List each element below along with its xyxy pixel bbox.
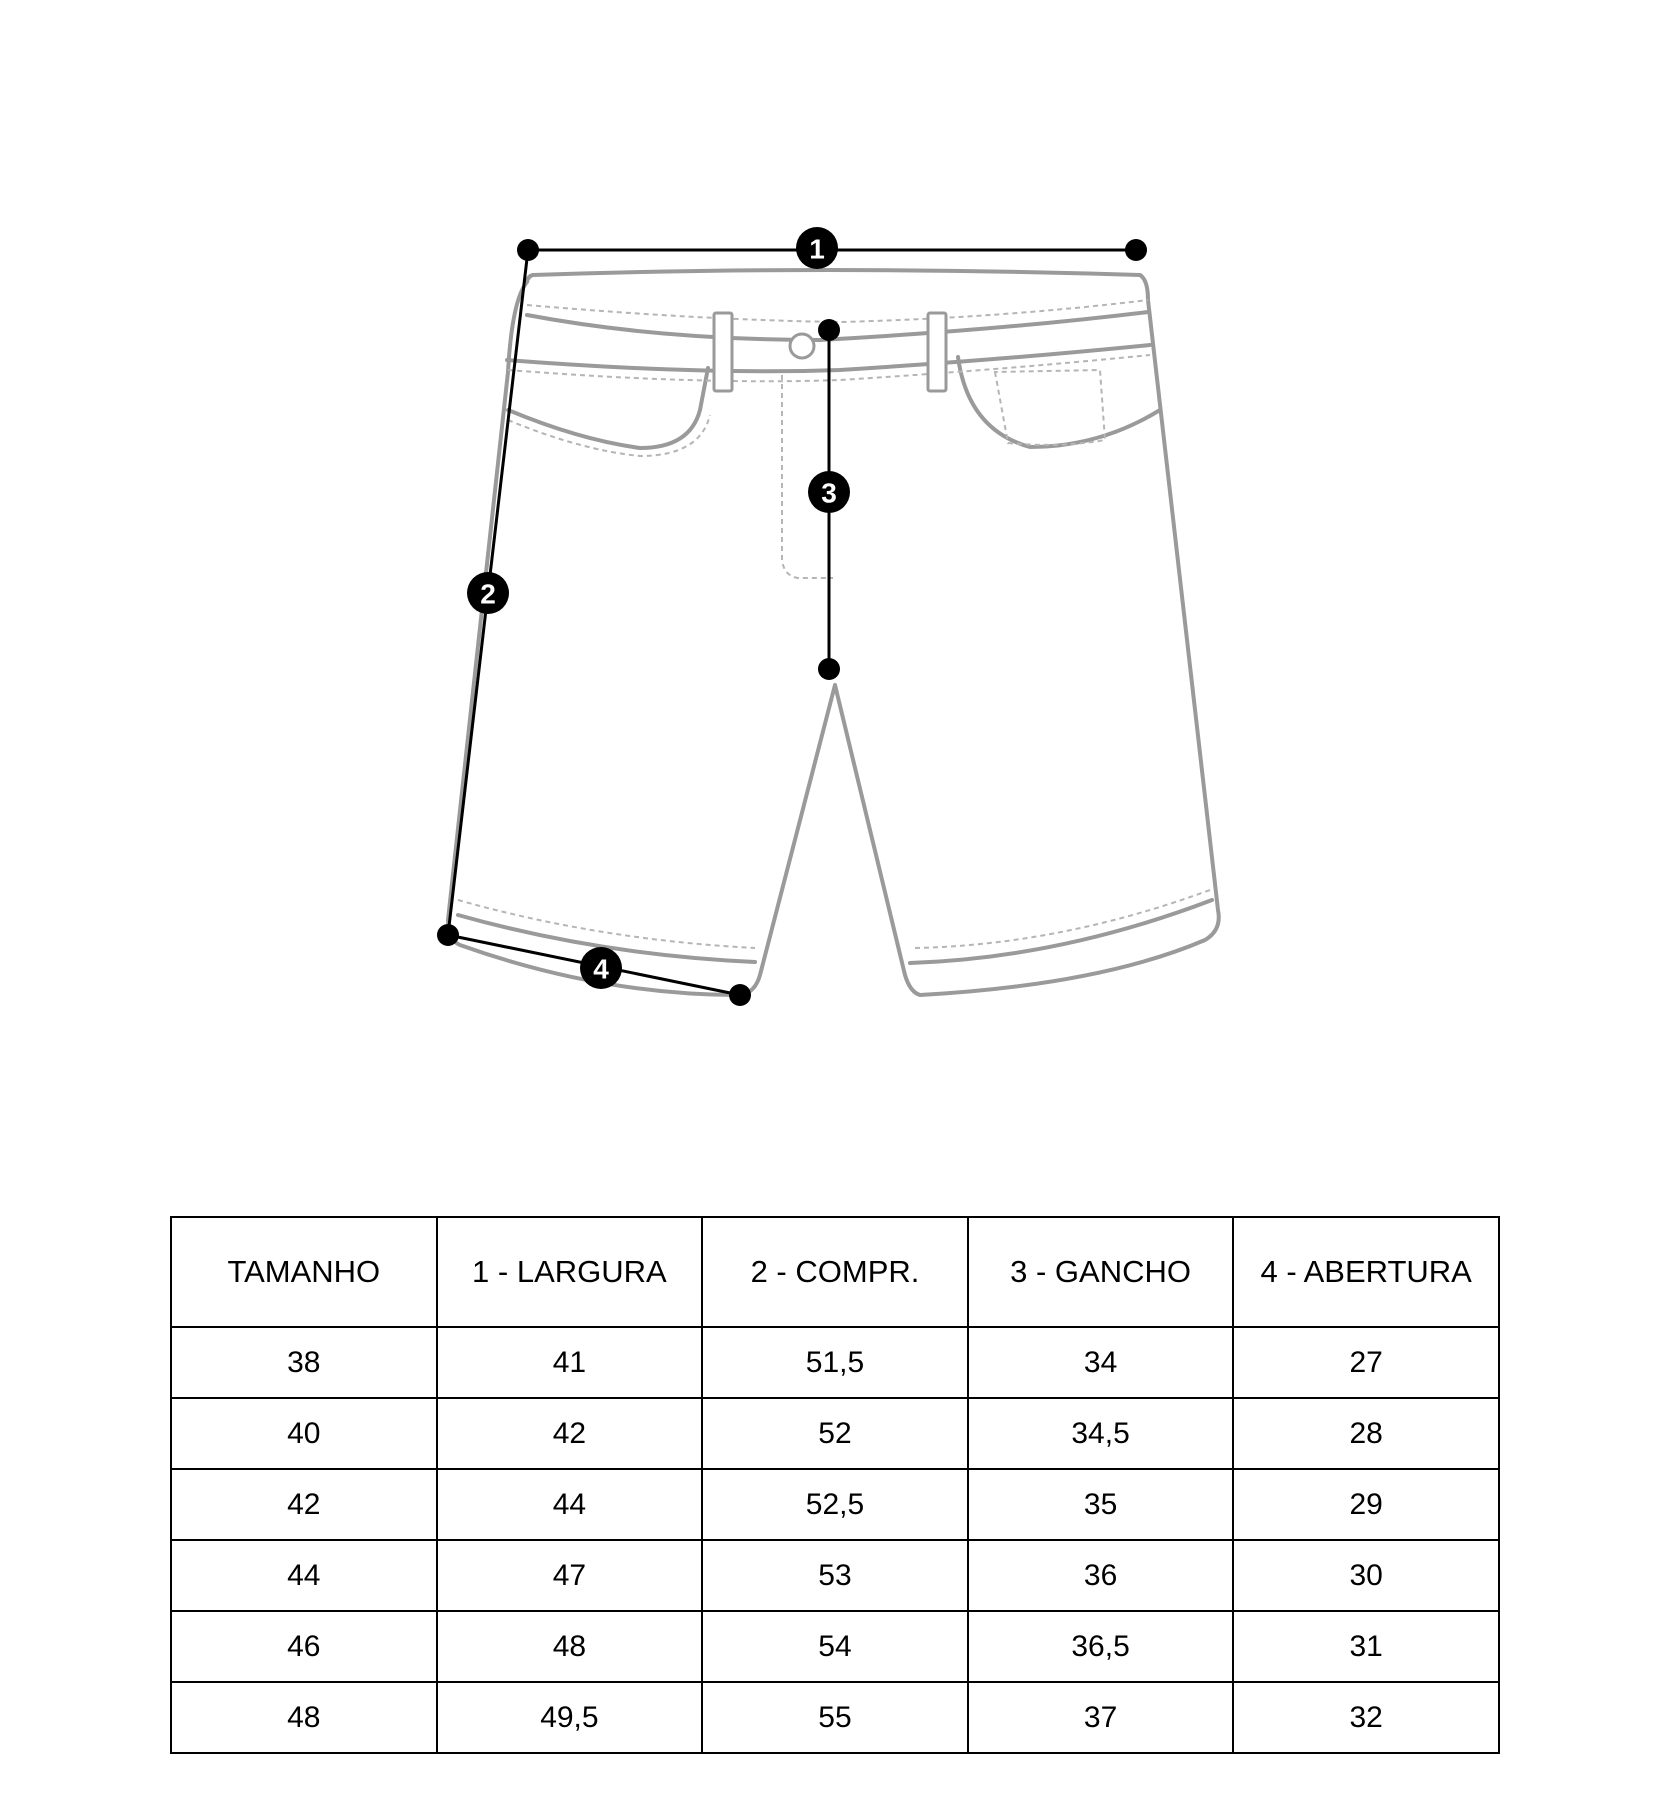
header-length: 2 - COMPR. xyxy=(702,1217,968,1327)
svg-text:1: 1 xyxy=(809,233,825,265)
table-row xyxy=(171,1327,1499,1398)
table-cell: 52,5 xyxy=(702,1469,968,1540)
table-cell: 42 xyxy=(171,1469,437,1540)
table-cell: 44 xyxy=(437,1469,703,1540)
table-row xyxy=(171,1540,1499,1611)
header-width: 1 - LARGURA xyxy=(437,1217,703,1327)
marker-3 xyxy=(808,471,850,513)
table-cell: 27 xyxy=(1233,1327,1499,1398)
table-cell: 49,5 xyxy=(437,1682,703,1753)
table-cell: 41 xyxy=(437,1327,703,1398)
table-cell: 55 xyxy=(702,1682,968,1753)
header-opening: 4 - ABERTURA xyxy=(1233,1217,1499,1327)
table-cell: 37 xyxy=(968,1682,1234,1753)
table-cell: 36 xyxy=(968,1540,1234,1611)
stitching xyxy=(458,300,1210,948)
table-cell: 30 xyxy=(1233,1540,1499,1611)
table-cell: 34 xyxy=(968,1327,1234,1398)
svg-text:2: 2 xyxy=(480,578,496,610)
table-cell: 51,5 xyxy=(702,1327,968,1398)
table-cell: 52 xyxy=(702,1398,968,1469)
table-cell: 31 xyxy=(1233,1611,1499,1682)
table-cell: 48 xyxy=(171,1682,437,1753)
table-cell: 53 xyxy=(702,1540,968,1611)
shorts-outline xyxy=(448,270,1219,995)
table-row xyxy=(171,1398,1499,1469)
size-table xyxy=(170,1216,1500,1754)
table-cell: 36,5 xyxy=(968,1611,1234,1682)
table-row xyxy=(171,1682,1499,1753)
table-row xyxy=(171,1611,1499,1682)
table-cell: 42 xyxy=(437,1398,703,1469)
table-cell: 44 xyxy=(171,1540,437,1611)
header-rise: 3 - GANCHO xyxy=(968,1217,1234,1327)
shorts-illustration xyxy=(448,270,1219,995)
left-pocket xyxy=(508,368,708,448)
table-cell: 29 xyxy=(1233,1469,1499,1540)
table-cell: 48 xyxy=(437,1611,703,1682)
marker-1 xyxy=(796,227,838,269)
table-cell: 46 xyxy=(171,1611,437,1682)
header-size: TAMANHO xyxy=(171,1217,437,1327)
table-cell: 47 xyxy=(437,1540,703,1611)
svg-text:3: 3 xyxy=(821,477,837,509)
svg-text:4: 4 xyxy=(593,953,609,985)
button xyxy=(790,334,814,358)
table-cell: 28 xyxy=(1233,1398,1499,1469)
marker-2 xyxy=(467,572,509,614)
table-cell: 34,5 xyxy=(968,1398,1234,1469)
table-cell: 40 xyxy=(171,1398,437,1469)
table-cell: 54 xyxy=(702,1611,968,1682)
table-cell: 32 xyxy=(1233,1682,1499,1753)
table-header-row xyxy=(171,1217,1499,1327)
table-cell: 38 xyxy=(171,1327,437,1398)
table-row xyxy=(171,1469,1499,1540)
marker-4 xyxy=(580,947,622,989)
table-cell: 35 xyxy=(968,1469,1234,1540)
